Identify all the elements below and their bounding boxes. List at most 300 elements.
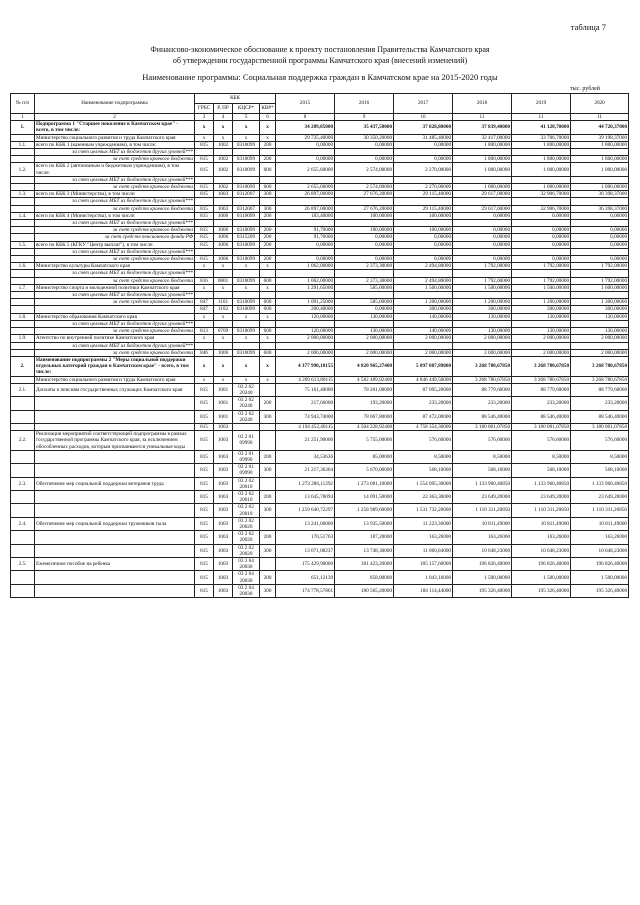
year-value: [571, 292, 629, 299]
kvr-code: [260, 198, 276, 205]
table-row: [11, 198, 629, 205]
year-value: 568,10000: [394, 464, 453, 477]
year-value: 3 180 001,07850: [571, 423, 629, 430]
kvr-code: [260, 292, 276, 299]
year-value: [276, 292, 335, 299]
rpr-code: [214, 198, 233, 205]
year-value: 4 582 489,92400: [335, 376, 394, 383]
year-value: 2 000,00000: [335, 349, 394, 356]
row-number: [11, 544, 35, 557]
year-value: [571, 248, 629, 255]
year-value: 1 800,00000: [571, 141, 629, 148]
year-value: 0,00000: [335, 141, 394, 148]
row-name: Министерство социального развития и труда Камчатского края: [35, 376, 195, 383]
year-value: 1 500,00000: [512, 571, 571, 584]
year-value: 651,12139: [276, 571, 335, 584]
kcsr-code: 0315209: [233, 234, 260, 241]
table-row: [11, 227, 629, 234]
row-name: [35, 571, 195, 584]
year-value: 27 676,20000: [335, 191, 394, 198]
kcsr-code: 03 2 02 20020: [233, 544, 260, 557]
kcsr-code: 0310099: [233, 184, 260, 191]
year-value: 88 546,40000: [453, 410, 512, 423]
rpr-code: 0801: [214, 277, 233, 284]
year-value: 85,00000: [335, 450, 394, 463]
row-name: всего по КБК 1 (казенным учреждениям), в том числе:: [35, 141, 195, 148]
rpr-code: 1002: [214, 156, 233, 163]
kvr-code: 200: [260, 227, 276, 234]
year-value: 44 720,37000: [571, 121, 629, 134]
header-year-2016: 2016: [335, 94, 394, 114]
kcsr-code: 0310099: [233, 299, 260, 306]
year-value: 0,00000: [276, 141, 335, 148]
grbs-code: 815: [195, 571, 214, 584]
kvr-code: [260, 248, 276, 255]
year-value: [512, 248, 571, 255]
row-number: 1.8.: [11, 313, 35, 320]
year-value: 88 779,60000: [512, 383, 571, 396]
year-value: 2 373,30000: [335, 277, 394, 284]
table-row: [11, 328, 629, 335]
kcsr-code: х: [233, 121, 260, 134]
year-value: 196 826,40000: [453, 558, 512, 571]
year-value: 183,40000: [276, 212, 335, 219]
header-name: Наименование подпрограммы: [35, 94, 195, 114]
rpr-code: 1001: [214, 397, 233, 410]
row-number: [11, 464, 35, 477]
year-value: 233,20000: [512, 397, 571, 410]
row-name: [35, 306, 195, 313]
year-value: 120,00000: [276, 328, 335, 335]
year-value: 1 273 286,11292: [276, 477, 335, 490]
row-number: [11, 292, 35, 299]
table-row: [11, 263, 629, 270]
kcsr-code: [233, 198, 260, 205]
rpr-code: х: [214, 263, 233, 270]
row-number: 2.2.: [11, 431, 35, 451]
grbs-code: 815: [195, 212, 214, 219]
year-value: [394, 149, 453, 156]
year-value: 14 091,50000: [335, 490, 394, 503]
table-row: [11, 450, 629, 463]
year-value: 31 485,40000: [394, 134, 453, 141]
grbs-code: 815: [195, 205, 214, 212]
grbs-code: 813: [195, 328, 214, 335]
grbs-code: 815: [195, 477, 214, 490]
year-value: 91,70000: [276, 234, 335, 241]
year-value: 29 617,00000: [453, 191, 512, 198]
year-value: 568,10000: [453, 464, 512, 477]
year-value: [335, 176, 394, 183]
year-value: 300,00000: [571, 306, 629, 313]
grbs-code: х: [195, 356, 214, 376]
year-value: 1 792,00000: [571, 277, 629, 284]
table-row: [11, 270, 629, 277]
year-value: 21 251,90000: [276, 431, 335, 451]
column-number: 11: [512, 114, 571, 121]
year-value: [276, 176, 335, 183]
year-value: [335, 220, 394, 227]
kvr-code: 300: [260, 504, 276, 517]
header-year-2019: 2019: [512, 94, 571, 114]
kvr-code: 300: [260, 410, 276, 423]
budget-table: [10, 93, 629, 598]
year-value: 1 800,00000: [571, 156, 629, 163]
year-value: 29 115,40000: [394, 205, 453, 212]
kcsr-code: 0310099: [233, 156, 260, 163]
header-kbk: КБК: [195, 94, 276, 104]
rpr-code: 1003: [214, 584, 233, 597]
year-value: [512, 198, 571, 205]
row-name: за счет средств пенсионного фонда РФ: [35, 234, 195, 241]
year-value: 1 792,00000: [453, 277, 512, 284]
grbs-code: 815: [195, 397, 214, 410]
rpr-code: 1006: [214, 256, 233, 263]
year-value: 1 800,00000: [512, 156, 571, 163]
kvr-code: 200: [260, 490, 276, 503]
grbs-code: [195, 198, 214, 205]
year-value: 175 429,90000: [276, 558, 335, 571]
row-number: [11, 299, 35, 306]
year-value: 34,53636: [276, 450, 335, 463]
year-value: 1 792,00000: [512, 277, 571, 284]
header-kvr: КВР*: [260, 104, 276, 114]
year-value: 36 398,37000: [571, 205, 629, 212]
year-value: 0,00000: [335, 256, 394, 263]
year-value: 2 000,00000: [276, 349, 335, 356]
year-value: 1 500,00000: [394, 284, 453, 291]
kvr-code: 200: [260, 241, 276, 248]
row-name: за счет средств краевого бюджета: [35, 256, 195, 263]
kcsr-code: х: [233, 313, 260, 320]
rpr-code: 1003: [214, 464, 233, 477]
row-name: Министерство культуры Камчатского края: [35, 263, 195, 270]
kvr-code: [260, 320, 276, 327]
kcsr-code: 0310099: [233, 306, 260, 313]
year-value: 180 565,20000: [335, 584, 394, 597]
row-name: Министерство социального развития и труда Камчатского края: [35, 134, 195, 141]
table-row: [11, 342, 629, 349]
year-value: 2 494,80000: [394, 277, 453, 284]
row-number: [11, 342, 35, 349]
year-value: 233,20000: [394, 397, 453, 410]
kvr-code: [260, 477, 276, 490]
year-value: 0,00000: [453, 212, 512, 219]
table-row: [11, 558, 629, 571]
year-value: 163,26000: [394, 531, 453, 544]
header-grbs: ГРБС: [195, 104, 214, 114]
column-number: 11: [453, 114, 512, 121]
year-value: 32 417,00000: [453, 134, 512, 141]
row-number: [11, 156, 35, 163]
year-value: 13 935,50000: [335, 517, 394, 530]
year-value: 2 574,00000: [335, 163, 394, 176]
kvr-code: 200: [260, 571, 276, 584]
grbs-code: х: [195, 335, 214, 342]
kcsr-code: 03 2 01 09990: [233, 450, 260, 463]
year-value: [512, 320, 571, 327]
column-number: 4: [214, 114, 233, 121]
rpr-code: 1006: [214, 349, 233, 356]
kcsr-code: [233, 248, 260, 255]
grbs-code: [195, 342, 214, 349]
grbs-code: 815: [195, 234, 214, 241]
row-name: за счет целевых МБТ из бюджетов других уровней***: [35, 320, 195, 327]
row-name: за счет целевых МБТ из бюджетов других уровней***: [35, 176, 195, 183]
kvr-code: 600: [260, 184, 276, 191]
year-value: [512, 220, 571, 227]
year-value: 120,00000: [276, 313, 335, 320]
year-value: 0,00000: [571, 256, 629, 263]
year-value: 5 670,00000: [335, 464, 394, 477]
kcsr-code: х: [233, 376, 260, 383]
year-value: 130,00000: [453, 313, 512, 320]
year-value: 2 574,00000: [335, 184, 394, 191]
year-value: 196 826,40000: [512, 558, 571, 571]
kvr-code: 300: [260, 544, 276, 557]
kvr-code: [260, 423, 276, 430]
year-value: 1 200,00000: [394, 299, 453, 306]
year-value: 1 800,00000: [453, 141, 512, 148]
row-number: [11, 410, 35, 423]
year-value: [453, 198, 512, 205]
year-value: 1 800,00000: [512, 141, 571, 148]
kcsr-code: 03 2 02 20240: [233, 397, 260, 410]
year-value: [571, 342, 629, 349]
rpr-code: 1003: [214, 544, 233, 557]
document-label: таблица 7: [570, 22, 606, 32]
year-value: [571, 320, 629, 327]
year-value: 1 600,00000: [571, 284, 629, 291]
year-value: 576,60000: [571, 431, 629, 451]
year-value: 21 217,36364: [276, 464, 335, 477]
kcsr-code: х: [233, 134, 260, 141]
year-value: 1 062,00000: [276, 277, 335, 284]
kvr-code: 200: [260, 256, 276, 263]
year-value: 13 071,08237: [276, 544, 335, 557]
table-row: [11, 431, 629, 451]
year-value: [276, 149, 335, 156]
year-value: [512, 149, 571, 156]
row-number: 1.1.: [11, 141, 35, 148]
year-value: [394, 292, 453, 299]
rpr-code: х: [214, 284, 233, 291]
rpr-code: 1002: [214, 184, 233, 191]
year-value: 39 198,37000: [571, 134, 629, 141]
kvr-code: [260, 342, 276, 349]
row-number: [11, 397, 35, 410]
year-value: 30 350,20000: [335, 134, 394, 141]
table-row: [11, 531, 629, 544]
kcsr-code: 0310099: [233, 141, 260, 148]
year-value: 1 259 640,72297: [276, 504, 335, 517]
year-value: 1 500,00000: [571, 571, 629, 584]
table-row: [11, 397, 629, 410]
year-value: 10 811,49000: [512, 517, 571, 530]
kcsr-code: 0310099: [233, 349, 260, 356]
year-value: 576,60000: [453, 431, 512, 451]
rpr-code: 1003: [214, 191, 233, 198]
year-value: 195 326,40000: [512, 584, 571, 597]
grbs-code: 815: [195, 450, 214, 463]
year-value: [276, 198, 335, 205]
rpr-code: 1102: [214, 306, 233, 313]
year-value: 1 792,00000: [512, 263, 571, 270]
table-row: [11, 584, 629, 597]
year-value: [276, 342, 335, 349]
kvr-code: 300: [260, 464, 276, 477]
kvr-code: х: [260, 134, 276, 141]
kcsr-code: 0312007: [233, 205, 260, 212]
table-row: [11, 248, 629, 255]
year-value: [394, 270, 453, 277]
year-value: 0,00000: [512, 241, 571, 248]
row-number: [11, 376, 35, 383]
grbs-code: [195, 292, 214, 299]
grbs-code: х: [195, 284, 214, 291]
year-value: 1 000,00000: [453, 163, 512, 176]
row-name: за счет целевых МБТ из бюджетов других уровней***: [35, 198, 195, 205]
rpr-code: х: [214, 134, 233, 141]
kvr-code: [260, 383, 276, 396]
kvr-code: [260, 220, 276, 227]
year-value: 2 000,00000: [571, 335, 629, 342]
year-value: 174 778,57861: [276, 584, 335, 597]
year-value: 0,00000: [512, 256, 571, 263]
year-value: 585,00000: [335, 284, 394, 291]
year-value: 1 110 311,20850: [571, 504, 629, 517]
year-value: [394, 342, 453, 349]
year-value: [335, 320, 394, 327]
table-row: [11, 176, 629, 183]
year-value: 1 273 081,10000: [335, 477, 394, 490]
year-value: 130,00000: [571, 313, 629, 320]
year-value: 0,00000: [453, 256, 512, 263]
rpr-code: [214, 270, 233, 277]
year-value: 2 270,00000: [394, 163, 453, 176]
column-number-row: [11, 114, 629, 121]
kvr-code: х: [260, 284, 276, 291]
kcsr-code: 0310099: [233, 212, 260, 219]
column-number: 2: [35, 114, 195, 121]
year-value: 568,10000: [571, 464, 629, 477]
kvr-code: [260, 270, 276, 277]
grbs-code: 815: [195, 464, 214, 477]
year-value: 300,00000: [394, 306, 453, 313]
year-value: 88 779,60000: [453, 383, 512, 396]
year-value: 34 209,85000: [276, 121, 335, 134]
row-name: за счет средств краевого бюджета: [35, 205, 195, 212]
grbs-code: 815: [195, 184, 214, 191]
row-name: Наименование подпрограммы 2 "Меры социальной поддержки отдельных категорий граждан в Камчатском крае" - всего, в том числе:: [35, 356, 195, 376]
rpr-code: 1003: [214, 450, 233, 463]
year-value: 0,00000: [453, 227, 512, 234]
year-value: 130,00000: [335, 313, 394, 320]
rpr-code: 1003: [214, 558, 233, 571]
table-row: [11, 504, 629, 517]
column-number: 5: [233, 114, 260, 121]
kvr-code: х: [260, 376, 276, 383]
rpr-code: [214, 176, 233, 183]
kcsr-code: х: [233, 263, 260, 270]
kvr-code: 600: [260, 349, 276, 356]
row-number: [11, 198, 35, 205]
year-value: 10 648,23000: [453, 544, 512, 557]
row-number: [11, 490, 35, 503]
kvr-code: [260, 431, 276, 451]
kvr-code: 600: [260, 299, 276, 306]
grbs-code: 815: [195, 383, 214, 396]
row-number: 1.4.: [11, 212, 35, 219]
grbs-code: 815: [195, 504, 214, 517]
column-number: 8: [276, 114, 335, 121]
year-value: 1 133 960,40850: [512, 477, 571, 490]
year-value: 3 180 001,07850: [453, 423, 512, 430]
rpr-code: 1006: [214, 234, 233, 241]
row-name: [35, 464, 195, 477]
year-value: 181 423,20000: [335, 558, 394, 571]
year-value: [335, 270, 394, 277]
year-value: 1 200,00000: [512, 299, 571, 306]
row-number: [11, 328, 35, 335]
year-value: 1 133 960,40850: [453, 477, 512, 490]
header-year-2017: 2017: [394, 94, 453, 114]
year-value: 2 000,00000: [512, 349, 571, 356]
kcsr-code: 03 2 02 20010: [233, 477, 260, 490]
year-value: 87 095,20000: [394, 383, 453, 396]
year-value: 1 500,00000: [512, 284, 571, 291]
table-row: [11, 212, 629, 219]
kvr-code: х: [260, 313, 276, 320]
year-value: 0,00000: [335, 156, 394, 163]
row-number: 2.4.: [11, 517, 35, 530]
year-value: 3 268 780,67850: [512, 356, 571, 376]
year-value: 26 897,00000: [276, 205, 335, 212]
year-value: 300,00000: [453, 306, 512, 313]
table-row: [11, 163, 629, 176]
year-value: 140,00000: [394, 328, 453, 335]
kvr-code: 600: [260, 328, 276, 335]
year-value: [453, 248, 512, 255]
row-name: Обеспечение мер социальной поддержки тружеников тыла: [35, 517, 195, 530]
row-number: 2.: [11, 356, 35, 376]
table-row: [11, 205, 629, 212]
year-value: 196 826,40000: [571, 558, 629, 571]
row-number: [11, 584, 35, 597]
grbs-code: х: [195, 376, 214, 383]
rpr-code: 1003: [214, 504, 233, 517]
year-value: 23 649,20000: [512, 490, 571, 503]
table-row: [11, 423, 629, 430]
year-value: [453, 176, 512, 183]
header-num: № п/п: [11, 94, 35, 114]
year-value: 4 194 452,40115: [276, 423, 335, 430]
row-name: всего по КБК 4 (Министерства), в том числе:: [35, 212, 195, 219]
rpr-code: х: [214, 121, 233, 134]
kcsr-code: [233, 423, 260, 430]
year-value: 23 649,20000: [453, 490, 512, 503]
year-value: [276, 220, 335, 227]
rpr-code: 1101: [214, 299, 233, 306]
year-value: 193,20000: [335, 397, 394, 410]
grbs-code: [195, 270, 214, 277]
year-value: [571, 220, 629, 227]
year-value: 200,40000: [276, 306, 335, 313]
year-value: 32 906,70000: [512, 205, 571, 212]
year-value: 858,00000: [335, 571, 394, 584]
year-value: 1 043,16000: [394, 571, 453, 584]
table-row: [11, 141, 629, 148]
